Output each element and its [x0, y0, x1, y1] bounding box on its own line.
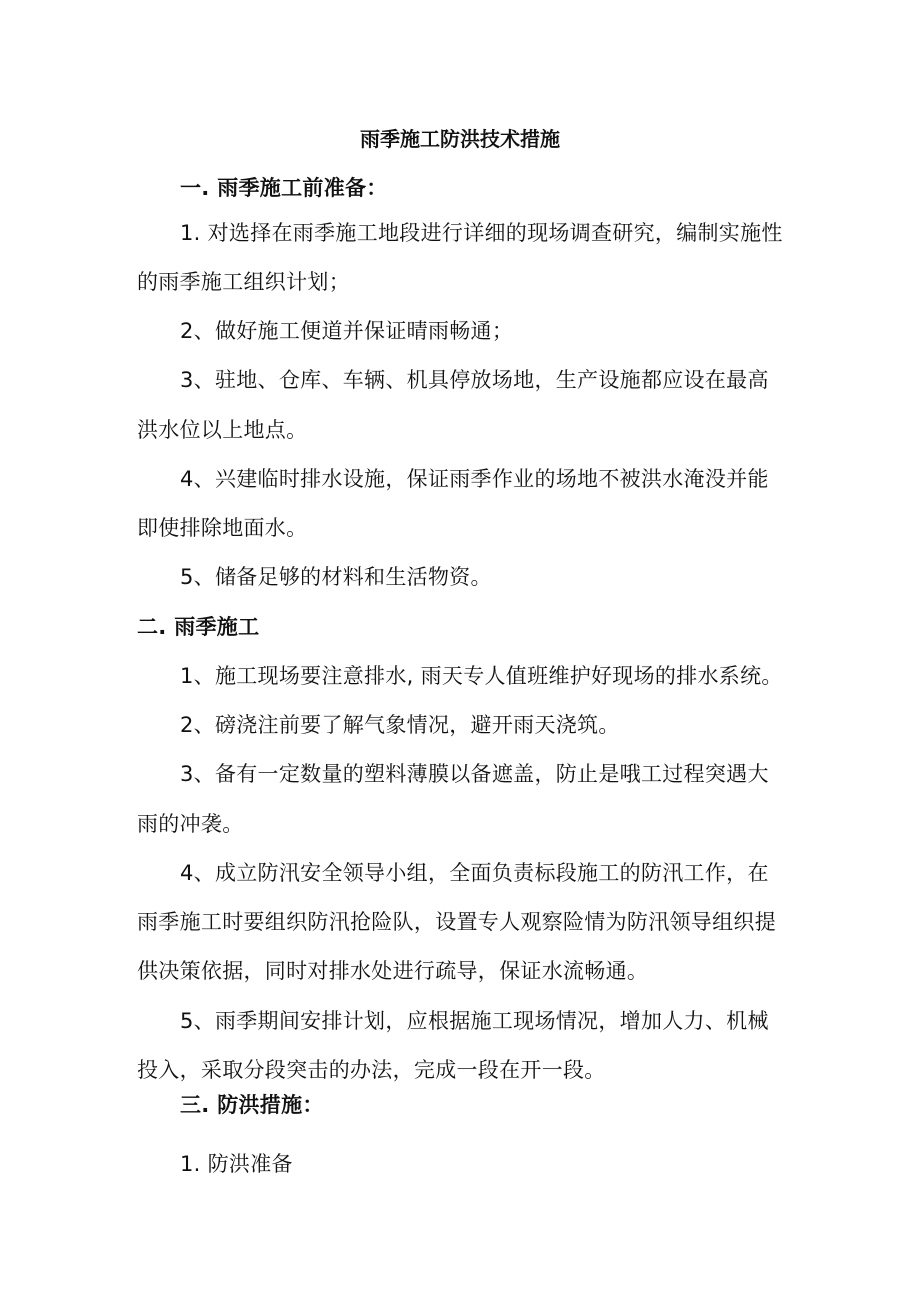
section-heading-2: 二. 雨季施工: [137, 615, 260, 639]
document-title: 雨季施工防洪技术措施: [360, 127, 560, 151]
paragraph-line: 1、施工现场要注意排水, 雨天专人值班维护好现场的排水系统。: [180, 664, 783, 688]
paragraph-line: 5、雨季期间安排计划，应根据施工现场情况，增加人力、机械: [180, 1009, 769, 1033]
paragraph-line: 雨季施工时要组织防汛抢险队，设置专人观察险情为防汛领导组织提: [137, 910, 776, 934]
paragraph-line: 洪水位以上地点。: [137, 418, 308, 442]
paragraph-line: 1. 防洪准备: [180, 1152, 293, 1176]
paragraph-line: 即使排除地面水。: [137, 516, 308, 540]
paragraph-line: 供决策依据，同时对排水处进行疏导，保证水流畅通。: [137, 959, 649, 983]
paragraph-line: 2、磅浇注前要了解气象情况，避开雨天浇筑。: [180, 713, 620, 737]
paragraph-line: 5、储备足够的材料和生活物资。: [180, 565, 492, 589]
paragraph-line: 3、驻地、仓库、车辆、机具停放场地，生产设施都应设在最高: [180, 368, 769, 392]
paragraph-line: 2、做好施工便道并保证晴雨畅通；: [180, 319, 514, 343]
paragraph-line: 4、成立防汛安全领导小组，全面负责标段施工的防汛工作，在: [180, 861, 769, 885]
section-heading-1: 一. 雨季施工前准备：: [180, 176, 388, 200]
paragraph-line: 投入，采取分段突击的办法，完成一段在开一段。: [137, 1058, 606, 1082]
paragraph-line: 3、备有一定数量的塑料薄膜以备遮盖，防止是哦工过程突遇大: [180, 762, 769, 786]
paragraph-line: 雨的冲袭。: [137, 812, 244, 836]
paragraph-line: 1. 对选择在雨季施工地段进行详细的现场调查研究，编制实施性: [180, 221, 783, 245]
section-heading-3: 三. 防洪措施：: [180, 1093, 324, 1117]
paragraph-line: 4、兴建临时排水设施，保证雨季作业的场地不被洪水淹没并能: [180, 467, 769, 491]
paragraph-line: 的雨季施工组织计划；: [137, 270, 350, 294]
